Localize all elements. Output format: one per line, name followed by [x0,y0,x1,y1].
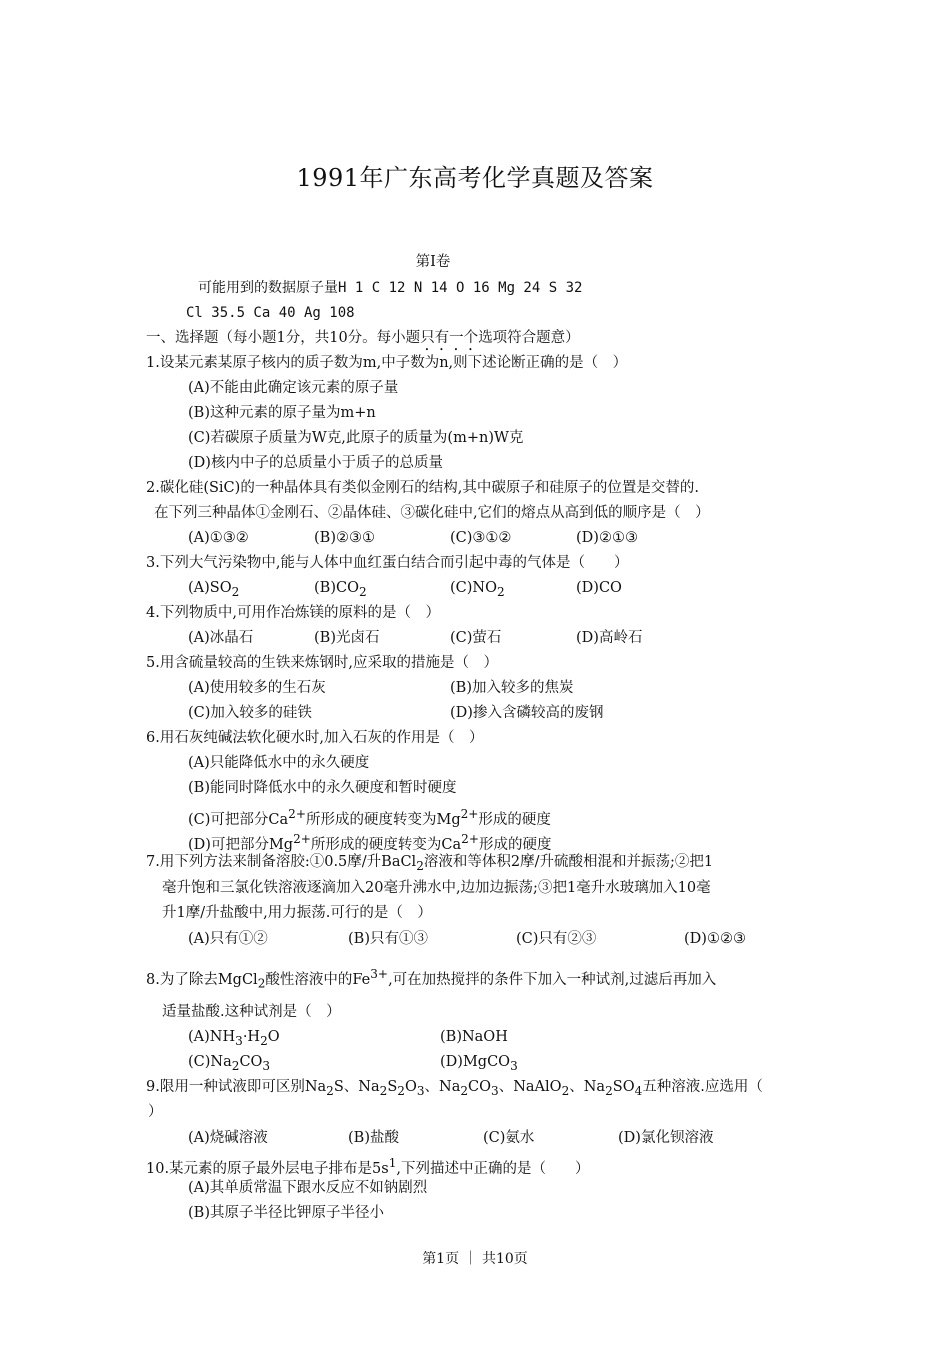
question-2-option-b: (B)②③① [314,530,375,546]
question-9-part-2-subscript-1: 2 [379,1083,388,1098]
question-8-option-a [188,1027,280,1051]
question-5-stem: 5.用含硫量较高的生铁来炼钢时,应采取的措施是（ ） [146,655,498,671]
question-6-option-d-middle: 所形成的硬度转变为Ca [310,836,462,853]
question-10-option-a: (A)其单质常温下跟水反应不如钠剧烈 [188,1180,428,1196]
question-8-option-d-prefix: (D)MgCO [440,1054,511,1070]
question-7-stem-line-1 [146,852,713,876]
question-9-part-4-subscript: 2 [561,1083,570,1098]
question-2-stem-line-2: 在下列三种晶体①金刚石、②晶体硅、③碳化硅中,它们的熔点从高到低的顺序是（ ） [154,505,710,521]
question-6-option-c [188,804,551,830]
question-7-stem-subscript: 2 [416,858,424,873]
question-7-stem-line-3: 升1摩/升盐酸中,用力振荡.可行的是（ ） [162,905,432,921]
question-3-option-a-text: (A)SO [188,580,232,596]
question-9-part-5-subscript-1: 2 [605,1083,613,1098]
question-9-part-3: 、Na [424,1079,461,1095]
question-6-option-d-suffix: 形成的硬度 [478,836,552,853]
question-8-option-a-suffix: O [267,1029,280,1045]
question-3-option-d: (D)CO [576,580,622,596]
question-8-stem-subscript: 2 [257,976,266,991]
question-3-stem: 3.下列大气污染物中,能与人体中血红蛋白结合而引起中毒的气体是（ ） [146,555,629,571]
question-3-option-b-text: (B)CO [314,580,359,596]
question-9-part-1-subscript: 2 [326,1083,334,1098]
question-3-option-c-text: (C)NO [450,580,497,596]
question-4-option-a: (A)冰晶石 [188,630,254,646]
question-8-stem-line-2: 适量盐酸.这种试剂是（ ） [162,1004,341,1020]
question-9-part-2-subscript-2: 2 [397,1083,405,1098]
question-8-option-c-middle: CO [239,1054,263,1070]
question-3-option-a [188,578,239,602]
part-heading-prefix: 一、选择题（每小题1分，共10分。每小题 [146,330,421,346]
question-8-option-a-middle: ·H [242,1029,261,1045]
question-9-option-a: (A)烧碱溶液 [188,1130,268,1146]
question-8-option-c-subscript-2: 3 [262,1058,271,1073]
question-8-option-c-prefix: (C)Na [188,1054,232,1070]
question-3-option-c [450,578,505,602]
page-footer: 第1页 ｜ 共10页 [422,1251,528,1267]
question-8-option-d-subscript: 3 [510,1058,518,1073]
question-8-option-d [440,1052,518,1076]
question-7-stem-line-2: 毫升饱和三氯化铁溶液逐滴加入20毫升沸水中,边加边振荡;③把1毫升水玻璃加入10毫 [162,880,711,896]
question-9-part-4: 、NaAlO [498,1079,562,1095]
question-2-option-c: (C)③①② [450,530,512,546]
question-9-part-2-subscript-3: 3 [416,1083,425,1098]
section-heading: 第Ⅰ卷 [415,254,451,270]
question-9-stem-line-1 [146,1077,763,1101]
question-5-option-d: (D)掺入含磷较高的废钢 [450,705,604,721]
question-9-option-c: (C)氨水 [483,1130,535,1146]
question-3-option-a-subscript: 2 [231,584,240,599]
question-1-stem: 1.设某元素某原子核内的质子数为m,中子数为n,则下述论断正确的是（ ） [146,355,628,371]
question-9-part-2-middle-2: O [404,1079,417,1095]
question-9-part-5-middle: SO [612,1079,635,1095]
question-4-option-b: (B)光卤石 [314,630,380,646]
question-4-option-d: (D)高岭石 [576,630,643,646]
question-8-stem-line-1 [146,964,716,994]
question-7-stem-prefix: 7.用下列方法来制备溶胶:①0.5摩/升BaCl [146,854,417,870]
question-1-option-c: (C)若碳原子质量为W克,此原子的质量为(m+n)W克 [188,430,524,446]
question-9-part-2-middle: S [387,1079,398,1095]
question-9-part-3-middle: CO [468,1079,492,1095]
question-6-stem: 6.用石灰纯碱法软化硬水时,加入石灰的作用是（ ） [146,730,484,746]
question-1-option-d: (D)核内中子的总质量小于质子的总质量 [188,455,443,471]
question-9-part-5-suffix: 五种溶液.应选用（ [642,1079,763,1095]
question-9-stem-line-2: ） [148,1104,163,1120]
question-7-option-c: (C)只有②③ [516,931,597,947]
part-heading [146,328,580,354]
question-8-option-c-subscript-1: 2 [231,1058,240,1073]
question-8-stem-prefix: 8.为了除去MgCl [146,971,258,988]
question-8-option-b: (B)NaOH [440,1029,508,1045]
question-9-part-3-subscript-2: 3 [491,1083,499,1098]
question-5-option-c: (C)加入较多的硅铁 [188,705,312,721]
question-6-option-a: (A)只能降低水中的永久硬度 [188,755,370,771]
question-6-option-c-charge-1: 2+ [288,807,306,821]
question-7-stem-suffix: 溶液和等体积2摩/升硫酸相混和并振荡;②把1 [423,854,714,870]
question-9-part-5: 、Na [569,1079,606,1095]
question-8-stem-suffix: ,可在加热搅拌的条件下加入一种试剂,过滤后再加入 [388,971,717,988]
question-9-part-2: S、Na [333,1079,380,1095]
question-6-option-c-prefix: (C)可把部分Ca [188,811,289,828]
question-9-option-b: (B)盐酸 [348,1130,399,1146]
question-6-option-c-middle: 所形成的硬度转变为Mg [305,811,461,828]
question-6-option-d [188,829,551,855]
question-6-option-c-charge-2: 2+ [460,807,479,821]
question-2-option-a: (A)①③② [188,530,249,546]
question-8-stem-charge: 3+ [370,967,389,981]
question-8-option-a-prefix: (A)NH [188,1029,236,1045]
question-9-option-d: (D)氯化钡溶液 [618,1130,714,1146]
question-1-option-b: (B)这种元素的原子量为m+n [188,405,376,421]
page-title: 1991年广东高考化学真题及答案 [296,164,654,192]
question-6-option-d-prefix: (D)可把部分Mg [188,836,294,853]
question-6-option-b: (B)能同时降低水中的永久硬度和暂时硬度 [188,780,457,796]
question-7-option-d: (D)①②③ [684,931,746,947]
question-10-option-b: (B)其原子半径比钾原子半径小 [188,1205,384,1221]
question-5-option-a: (A)使用较多的生石灰 [188,680,326,696]
question-7-option-b: (B)只有①③ [348,931,428,947]
question-8-option-a-subscript-2: 2 [260,1033,268,1048]
question-10-stem-suffix: ,下列描述中正确的是（ ） [396,1160,590,1177]
atomic-mass-line-2: Cl 35.5 Ca 40 Ag 108 [186,305,355,321]
question-1-option-a: (A)不能由此确定该元素的原子量 [188,380,399,396]
question-10-stem-prefix: 10.某元素的原子最外层电子排布是5s [146,1160,389,1177]
question-4-option-c: (C)萤石 [450,630,502,646]
question-6-option-d-charge-1: 2+ [293,832,311,846]
question-3-option-b [314,578,367,602]
question-7-option-a: (A)只有①② [188,931,268,947]
question-8-option-c [188,1052,270,1076]
part-heading-emphasis: 只有一个 [420,330,479,346]
question-9-part-5-subscript-2: 4 [634,1083,643,1098]
question-3-option-c-subscript: 2 [496,584,505,599]
question-5-option-b: (B)加入较多的焦炭 [450,680,574,696]
question-2-stem-line-1: 2.碳化硅(SiC)的一种晶体具有类似金刚石的结构,其中碳原子和硅原子的位置是交替的. [146,480,700,496]
question-2-option-d: (D)②①③ [576,530,638,546]
question-10-stem-superscript: 1 [388,1156,397,1170]
question-6-option-d-charge-2: 2+ [461,832,479,846]
question-6-option-c-suffix: 形成的硬度 [478,811,551,828]
question-8-option-a-subscript-1: 3 [235,1033,243,1048]
question-8-stem-middle: 酸性溶液中的Fe [265,971,371,988]
question-4-stem: 4.下列物质中,可用作冶炼镁的原料的是（ ） [146,605,440,621]
atomic-mass-line-1: 可能用到的数据原子量H 1 C 12 N 14 O 16 Mg 24 S 32 [198,280,583,296]
question-3-option-b-subscript: 2 [358,584,367,599]
part-heading-suffix: 选项符合题意） [478,330,580,346]
question-10-stem [146,1153,590,1179]
question-9-part-3-subscript-1: 2 [460,1083,469,1098]
question-9-part-1: 9.限用一种试液即可区别Na [146,1079,327,1095]
